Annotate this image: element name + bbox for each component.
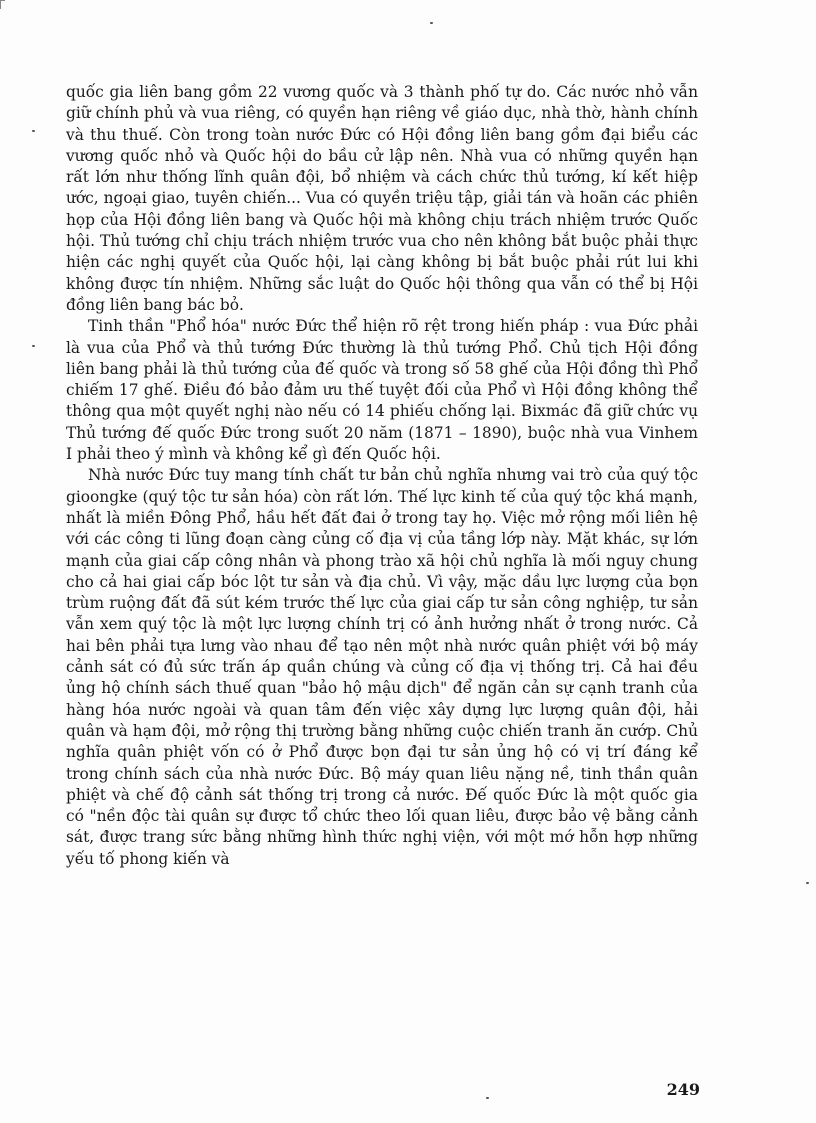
scan-corner-mark (0, 0, 5, 9)
page-number: 249 (666, 1080, 700, 1099)
scan-speck (806, 882, 809, 884)
scan-speck (486, 1097, 489, 1099)
body-text (66, 82, 698, 870)
paragraph-1: quốc gia liên bang gồm 22 vương quốc và 3 thành phố tự do. Các nước nhỏ vẫn giữ chính phủ và vua riêng, có quyền hạn riêng về giáo dục, nhà thờ, hành chính và thu thuế. Còn trong toàn nước Đức có Hội đồng liên bang gồm đại biểu các vương quốc nhỏ và Quốc hội do bầu cử lập nên. Nhà vua có những quyền hạn rất lớn như thống lĩnh quân đội, bổ nhiệm và cách chức thủ tướng, kí kết hiệp ước, ngoại giao, tuyên chiến... Vua có quyền triệu tập, giải tán và hoãn các phiên họp của Hội đồng liên bang và Quốc hội mà không chịu trách nhiệm trước Quốc hội. Thủ tướng chỉ chịu trách nhiệm trước vua cho nên không bắt buộc phải thực hiện các nghị quyết của Quốc hội, lại càng không bị bắt buộc phải rút lui khi không được tín nhiệm. Những sắc luật do Quốc hội thông qua vẫn có thể bị Hội đồng liên bang bác bỏ. (66, 83, 698, 314)
scan-speck (32, 130, 35, 132)
paragraph-3: Nhà nước Đức tuy mang tính chất tư bản chủ nghĩa nhưng vai trò của quý tộc gioongke (quý tộc tư sản hóa) còn rất lớn. Thế lực kinh tế của quý tộc khá mạnh, nhất là miền Đông Phổ, hầu hết đất đai ở trong tay họ. Việc mở rộng mối liên hệ với các công ti lũng đoạn càng củng cố địa vị của tầng lớp này. Mặt khác, sự lớn mạnh của giai cấp công nhân và phong trào xã hội chủ nghĩa là mối nguy chung cho cả hai giai cấp bóc lột tư sản và địa chủ. Vì vậy, mặc dầu lực lượng của bọn trùm ruộng đất đã sút kém trước thế lực của giai cấp tư sản công nghiệp, tư sản vẫn xem quý tộc là một lực lượng chính trị có ảnh hưởng nhất ở trong nước. Cả hai bên phải tựa lưng vào nhau để tạo nên một nhà nước quân phiệt với bộ máy cảnh sát có đủ sức trấn áp quần chúng và củng cố địa vị thống trị. Cả hai đều ủng hộ chính sách thuế quan "bảo hộ mậu dịch" để ngăn cản sự cạnh tranh của hàng hóa nước ngoài và quan tâm đến việc xây dựng lực lượng quân đội, hải quân và hạm đội, mở rộng thị trường bằng những cuộc chiến tranh ăn cướp. Chủ nghĩa quân phiệt vốn có ở Phổ được bọn đại tư sản ủng hộ có vị trí đáng kể trong chính sách của nhà nước Đức. Bộ máy quan liêu nặng nề, tinh thần quân phiệt và chế độ cảnh sát thống trị trong cả nước. Đế quốc Đức là một quốc gia có "nền độc tài quân sự được tổ chức theo lối quan liêu, được bảo vệ bằng cảnh sát, được trang sức bằng những hình thức nghị viện, với một mớ hỗn hợp những yếu tố phong kiến và (66, 466, 698, 868)
scan-speck (32, 345, 35, 347)
scan-speck (430, 22, 433, 24)
paragraph-2: Tinh thần "Phổ hóa" nước Đức thể hiện rõ rệt trong hiến pháp : vua Đức phải là vua của Phổ và thủ tướng Đức thường là thủ tướng Phổ. Chủ tịch Hội đồng liên bang phải là thủ tướng của đế quốc và trong số 58 ghế của Hội đồng thì Phổ chiếm 17 ghế. Điều đó bảo đảm ưu thế tuyệt đối của Phổ vì Hội đồng không thể thông qua một quyết nghị nào nếu có 14 phiếu chống lại. Bixmác đã giữ chức vụ Thủ tướng đế quốc Đức trong suốt 20 năm (1871 – 1890), buộc nhà vua Vinhem I phải theo ý mình và không kể gì đến Quốc hội. (66, 317, 698, 464)
